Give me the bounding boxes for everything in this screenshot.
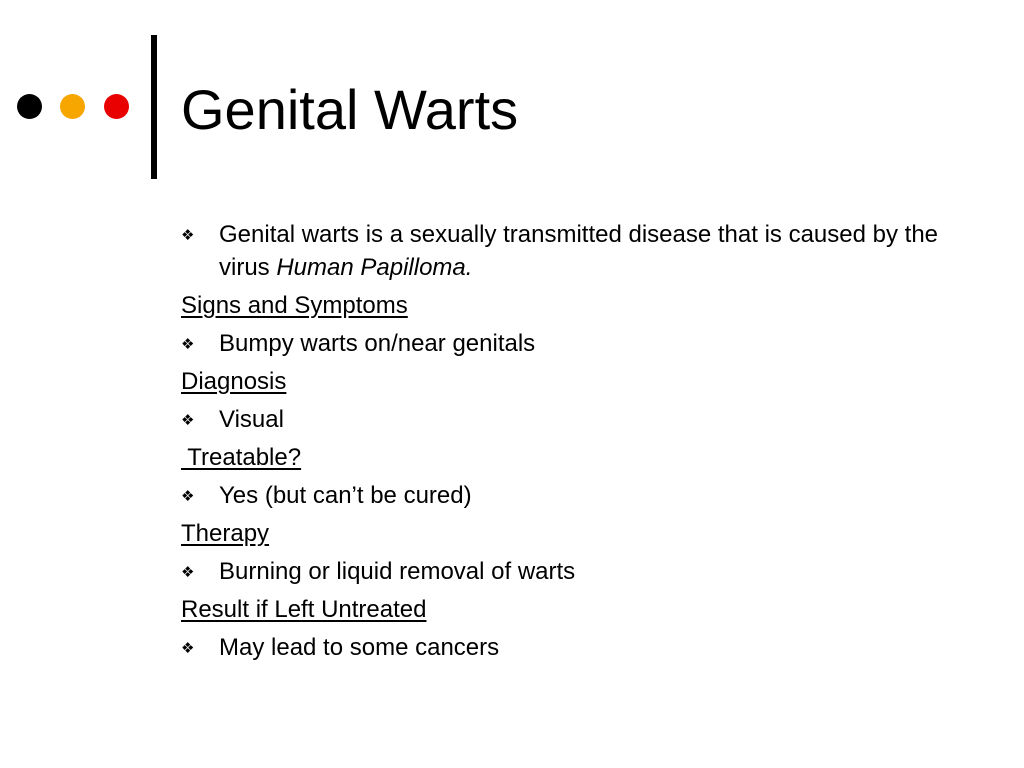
virus-name: Human Papilloma. xyxy=(276,254,473,281)
section-heading-label: Treatable? xyxy=(181,444,302,471)
title-divider xyxy=(151,35,157,179)
section-heading-label: Result if Left Untreated xyxy=(181,596,427,623)
section-bullet-signs xyxy=(181,327,941,360)
section-bullet-text: Yes (but can’t be cured) xyxy=(219,482,472,509)
section-heading-therapy xyxy=(181,517,941,550)
section-bullet-text: Bumpy warts on/near genitals xyxy=(219,330,536,357)
intro-text: Genital warts is a sexually transmitted disease that is caused by the virus xyxy=(219,221,939,281)
diamond-four-bullet-icon: ❖ xyxy=(181,488,195,505)
section-heading-label: Signs and Symptoms xyxy=(181,292,408,319)
section-heading-label: Therapy xyxy=(181,520,270,547)
red-dot-icon xyxy=(104,94,129,119)
section-heading-result xyxy=(181,593,941,626)
section-heading-signs xyxy=(181,289,941,322)
diamond-four-bullet-icon: ❖ xyxy=(181,336,195,353)
section-heading-diagnosis xyxy=(181,365,941,398)
intro-bullet xyxy=(181,218,941,284)
section-bullet-therapy xyxy=(181,555,941,588)
section-heading-treatable xyxy=(181,441,941,474)
orange-dot-icon xyxy=(60,94,85,119)
section-bullet-treatable xyxy=(181,479,941,512)
black-dot-icon xyxy=(17,94,42,119)
section-bullet-diagnosis xyxy=(181,403,941,436)
diamond-four-bullet-icon: ❖ xyxy=(181,412,195,429)
diamond-four-bullet-icon: ❖ xyxy=(181,640,195,657)
diamond-four-bullet-icon: ❖ xyxy=(181,227,195,244)
slide-title: Genital Warts xyxy=(181,78,519,141)
section-bullet-result xyxy=(181,631,941,664)
accent-dots xyxy=(17,94,132,120)
section-bullet-text: Burning or liquid removal of warts xyxy=(219,558,576,585)
section-bullet-text: Visual xyxy=(219,406,284,433)
section-heading-label: Diagnosis xyxy=(181,368,287,395)
diamond-four-bullet-icon: ❖ xyxy=(181,564,195,581)
slide-content xyxy=(181,218,941,669)
section-bullet-text: May lead to some cancers xyxy=(219,634,500,661)
